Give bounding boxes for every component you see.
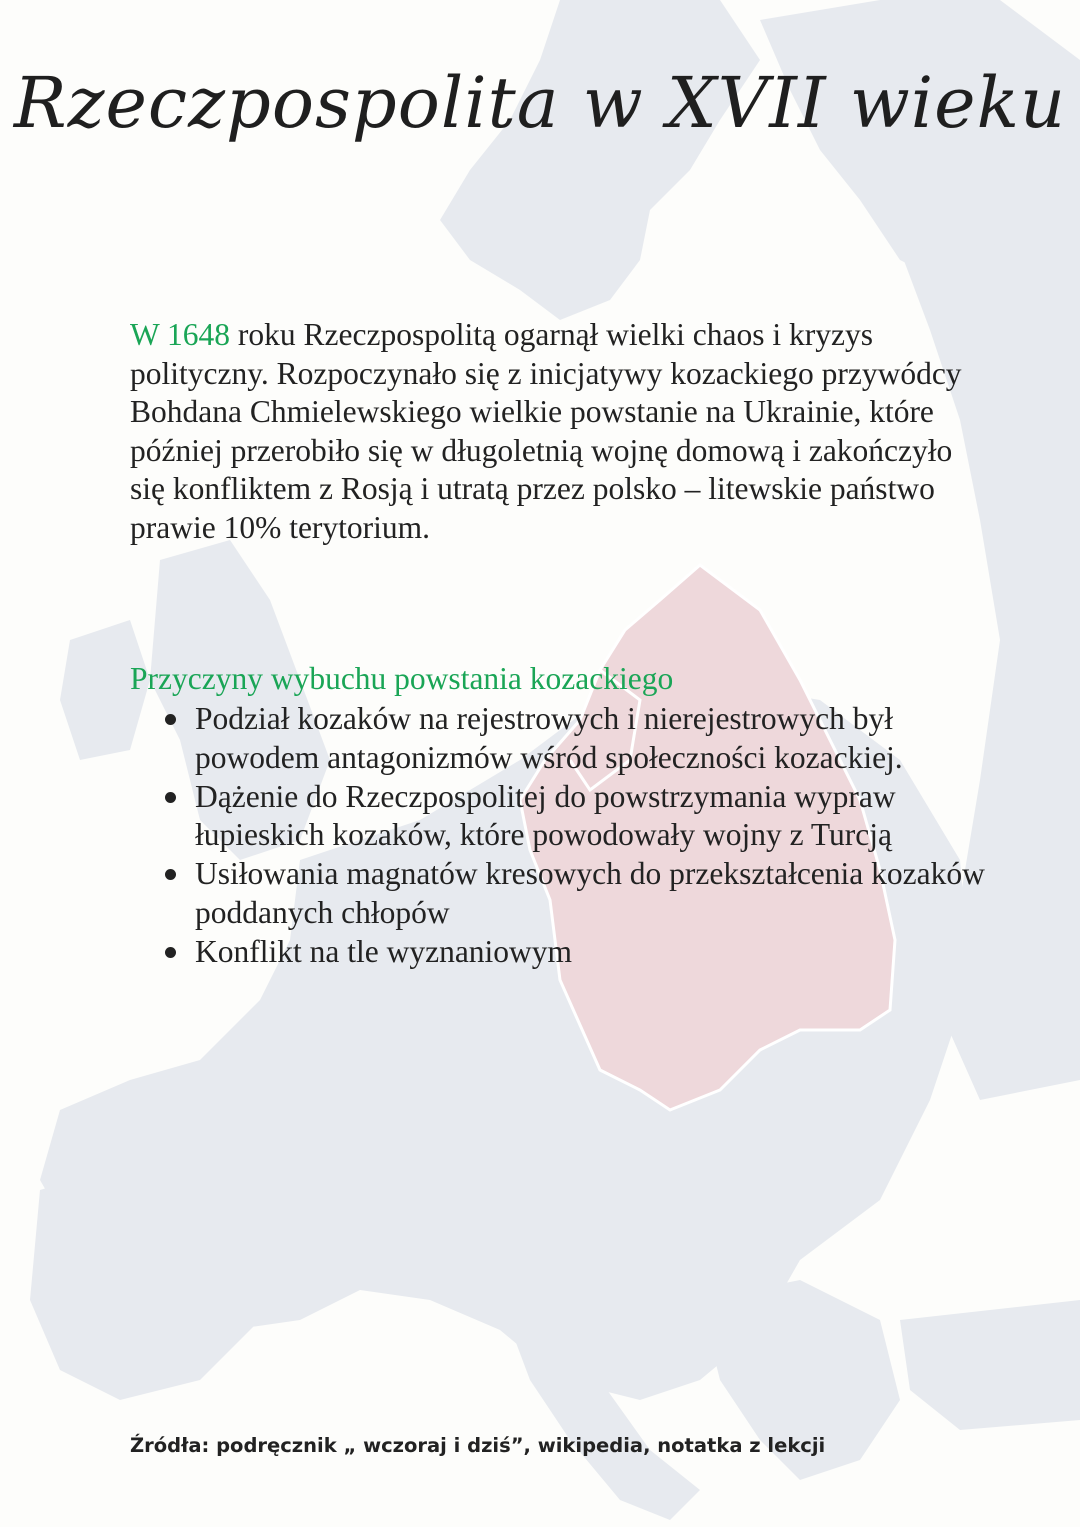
list-item-text: Podział kozaków na rejestrowych i nierejestrowych był powodem antagonizmów wśród społeczności kozackiej. <box>195 701 903 775</box>
page-title: Rzeczpospolita w XVII wieku <box>13 62 1067 144</box>
map-scandinavia <box>440 0 760 320</box>
intro-text: roku Rzeczpospolitą ogarnął wielki chaos i kryzys polityczny. Rozpoczynało się z inicjatywy kozackiego przywódcy Bohdana Chmielewskiego wielkie powstanie na Ukrainie, które później przerobiło się w długoletnią wojnę domową i zakończyło się konfliktem z Rosją i utratą przez polsko – litewskie państwo prawie 10% terytorium. <box>130 317 962 545</box>
list-item <box>195 778 985 856</box>
map-iberia <box>30 1160 280 1400</box>
bullet-icon <box>165 947 176 958</box>
bullet-icon <box>165 792 176 803</box>
list-item-text: Dążenie do Rzeczpospolitej do powstrzymania wypraw łupieskich kozaków, które powodowały wojny z Turcją <box>195 778 896 853</box>
list-item <box>195 700 985 778</box>
list-item <box>195 933 985 972</box>
list-item <box>195 855 985 933</box>
intro-paragraph <box>130 316 970 547</box>
bullet-icon <box>165 714 176 725</box>
causes-heading: Przyczyny wybuchu powstania kozackiego <box>130 661 674 696</box>
list-item-text: Usiłowania magnatów kresowych do przekształcenia kozaków poddanych chłopów <box>195 856 985 930</box>
sources-line: Źródła: podręcznik „ wczoraj i dziś”, wikipedia, notatka z lekcji <box>130 1434 826 1457</box>
causes-list <box>195 700 985 972</box>
list-item-text: Konflikt na tle wyznaniowym <box>195 933 573 969</box>
intro-year: W 1648 <box>130 317 231 352</box>
map-turkey <box>900 1300 1080 1430</box>
